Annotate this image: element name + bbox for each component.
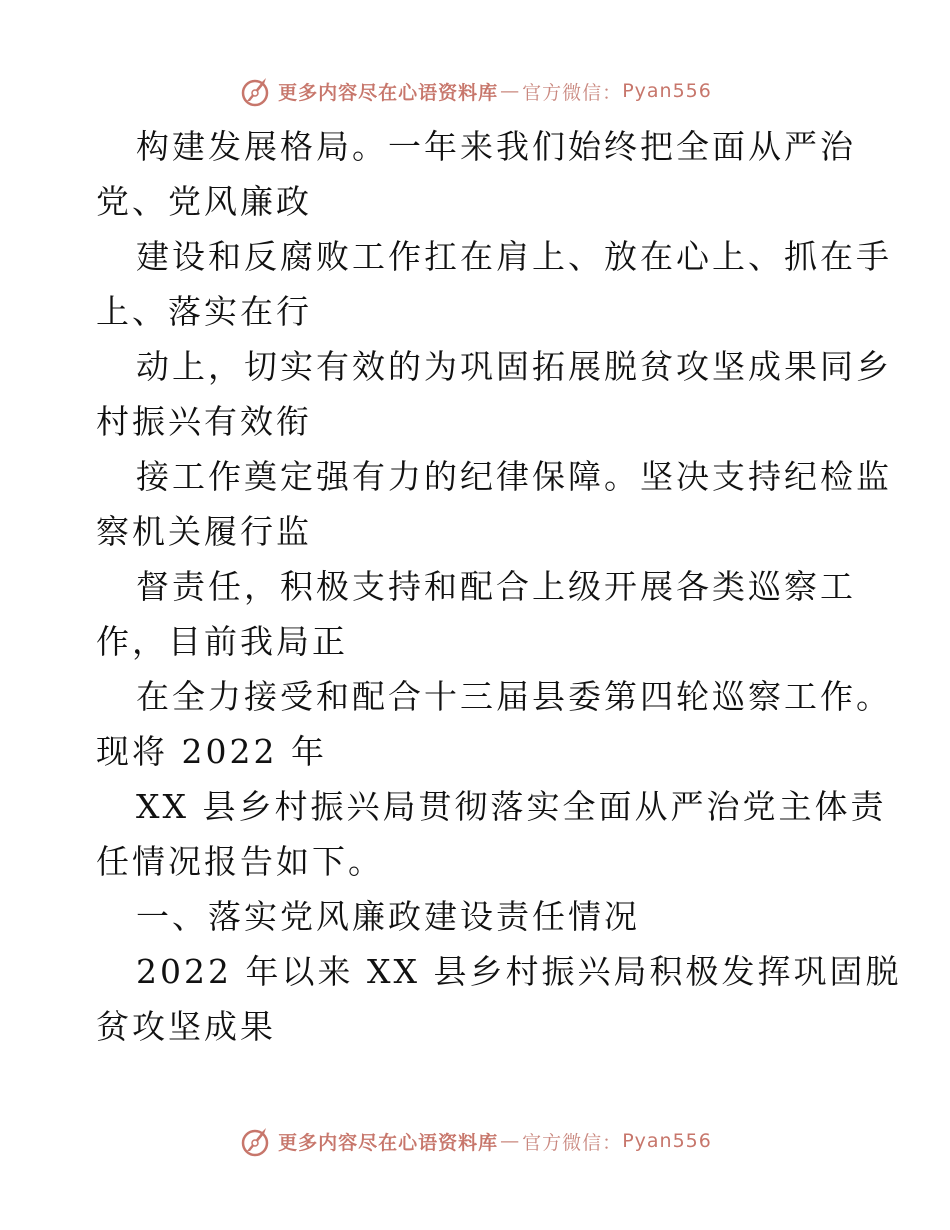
header-watermark-banner (0, 71, 950, 111)
footer-watermark-banner (0, 1121, 950, 1161)
watermark-dash: — (500, 1130, 521, 1152)
body-line: 村振兴有效衔 (96, 402, 312, 441)
watermark-site-name: 更多内容尽在心语资料库 (278, 81, 499, 104)
body-line: 2022 年以来 XX 县乡村振兴局积极发挥巩固脱 (136, 952, 902, 991)
body-line: 督责任，积极支持和配合上级开展各类巡察工 (136, 567, 856, 606)
body-line: 动上，切实有效的为巩固拓展脱贫攻坚成果同乡 (136, 347, 892, 386)
body-line: 作，目前我局正 (96, 622, 348, 661)
body-line: 党、党风廉政 (96, 182, 312, 221)
body-line: 贫攻坚成果 (96, 1007, 276, 1046)
watermark-site-name: 更多内容尽在心语资料库 (278, 1131, 499, 1154)
body-line: 建设和反腐败工作扛在肩上、放在心上、抓在手 (136, 237, 892, 276)
watermark-wechat-id: Pyan556 (622, 80, 712, 102)
body-line: 任情况报告如下。 (96, 842, 384, 881)
quill-pen-logo-icon (238, 1124, 272, 1158)
body-line: 现将 2022 年 (96, 732, 327, 771)
watermark-dash: — (500, 80, 521, 102)
watermark-wechat-label: 官方微信： (522, 81, 623, 104)
watermark-wechat-label: 官方微信： (522, 1131, 623, 1154)
document-body (96, 119, 902, 1054)
body-line: 构建发展格局。一年来我们始终把全面从严治 (136, 127, 856, 166)
watermark-wechat-id: Pyan556 (622, 1130, 712, 1152)
body-line: 在全力接受和配合十三届县委第四轮巡察工作。 (136, 677, 892, 716)
body-line: 接工作奠定强有力的纪律保障。坚决支持纪检监 (136, 457, 892, 496)
body-line: XX 县乡村振兴局贯彻落实全面从严治党主体责 (136, 787, 887, 826)
body-line: 上、落实在行 (96, 292, 312, 331)
quill-pen-logo-icon (238, 74, 272, 108)
section-heading: 一、落实党风廉政建设责任情况 (136, 897, 640, 936)
body-line: 察机关履行监 (96, 512, 312, 551)
